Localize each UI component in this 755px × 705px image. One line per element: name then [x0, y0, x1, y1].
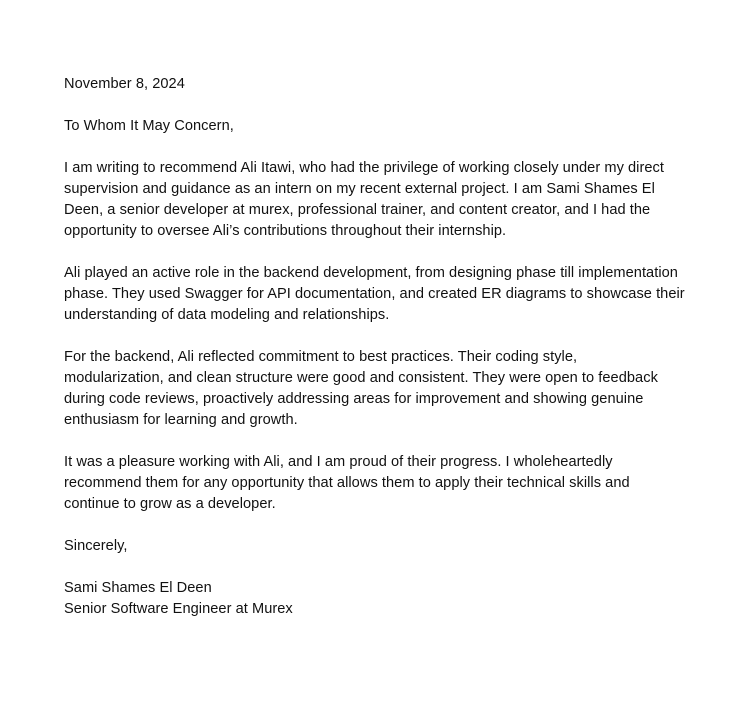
- signature-block: [64, 578, 714, 620]
- letter-paragraph-intro: [64, 158, 714, 242]
- letter-paragraph-conclusion: [64, 452, 714, 515]
- text-line: modularization, and clean structure were good and consistent. They were open to feedback: [64, 370, 658, 386]
- text-line: I am writing to recommend Ali Itawi, who had the privilege of working closely under my direct: [64, 160, 665, 176]
- text-line: continue to grow as a developer.: [64, 496, 276, 512]
- letter-salutation: To Whom It May Concern,: [64, 118, 234, 134]
- text-line: during code reviews, proactively addressing areas for improvement and showing genuine: [64, 391, 644, 407]
- text-line: Ali played an active role in the backend development, from designing phase till implementation: [64, 265, 678, 281]
- recommendation-letter: [64, 74, 714, 620]
- text-line: opportunity to oversee Ali’s contributions throughout their internship.: [64, 223, 507, 239]
- text-line: understanding of data modeling and relationships.: [64, 307, 390, 323]
- letter-closing: Sincerely,: [64, 538, 128, 554]
- signer-name: Sami Shames El Deen: [64, 580, 212, 596]
- text-line: enthusiasm for learning and growth.: [64, 412, 298, 428]
- text-line: phase. They used Swagger for API documentation, and created ER diagrams to showcase their: [64, 286, 685, 302]
- text-line: For the backend, Ali reflected commitment to best practices. Their coding style,: [64, 349, 578, 365]
- text-line: recommend them for any opportunity that allows them to apply their technical skills and: [64, 475, 630, 491]
- text-line: Deen, a senior developer at murex, professional trainer, and content creator, and I had the: [64, 202, 651, 218]
- letter-paragraph-best-practices: [64, 347, 714, 431]
- signer-title: Senior Software Engineer at Murex: [64, 601, 293, 617]
- letter-paragraph-backend-role: [64, 263, 714, 326]
- text-line: supervision and guidance as an intern on my recent external project. I am Sami Shames El: [64, 181, 655, 197]
- text-line: It was a pleasure working with Ali, and I am proud of their progress. I wholeheartedly: [64, 454, 613, 470]
- letter-date: November 8, 2024: [64, 76, 185, 92]
